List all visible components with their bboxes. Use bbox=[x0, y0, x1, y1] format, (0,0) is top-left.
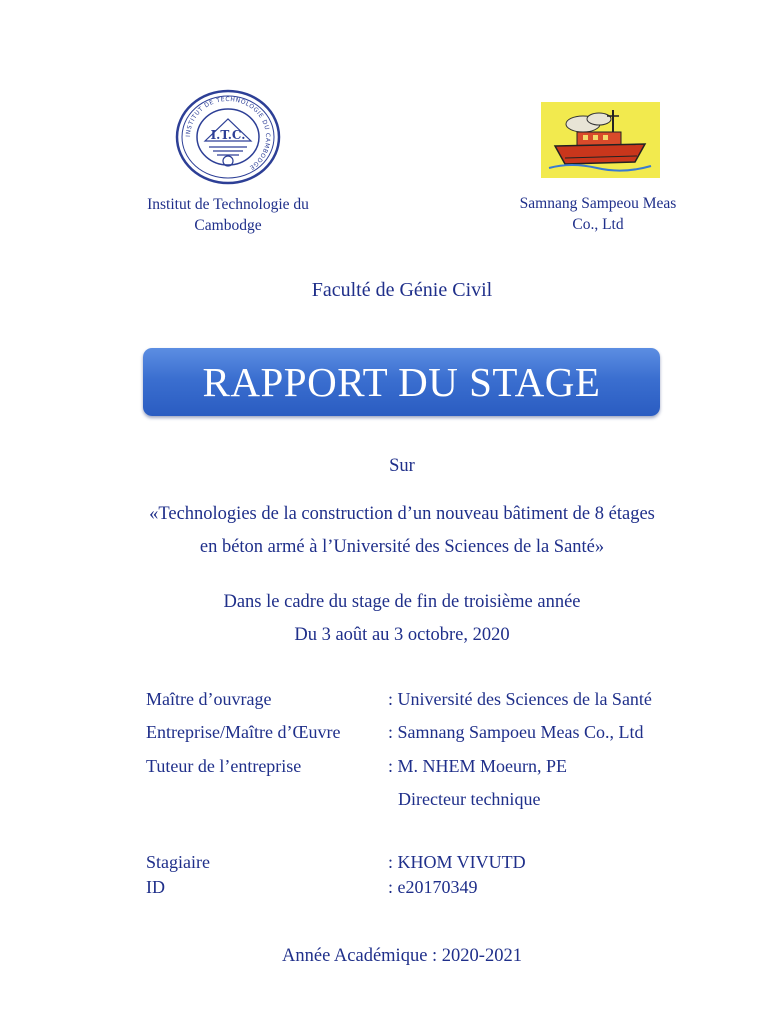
detail-value-tuteur: : M. NHEM Moeurn, PE bbox=[388, 756, 567, 776]
academic-year: Année Académique : 2020-2021 bbox=[282, 946, 522, 966]
institute-name bbox=[100, 194, 356, 236]
student-label: Stagiaire bbox=[146, 852, 210, 872]
detail-value-entreprise: : Samnang Sampoeu Meas Co., Ltd bbox=[388, 722, 644, 742]
company-name bbox=[470, 193, 726, 235]
detail-label-maitre-ouvrage: Maître d’ouvrage bbox=[146, 689, 272, 709]
subject-sur: Sur bbox=[389, 456, 415, 476]
subject-title-line-1: «Technologies de la construction d’un nouveau bâtiment de 8 étages bbox=[149, 504, 655, 524]
ship-logo-icon bbox=[541, 102, 660, 178]
itc-logo-text: I.T.C. bbox=[210, 128, 246, 142]
student-value: : KHOM VIVUTD bbox=[388, 852, 526, 872]
company-name-line-1: Samnang Sampeou Meas bbox=[519, 195, 677, 212]
detail-value-tuteur-role: Directeur technique bbox=[398, 789, 541, 809]
detail-value-maitre-ouvrage: : Université des Sciences de la Santé bbox=[388, 689, 652, 709]
context-line-1: Dans le cadre du stage de fin de troisième année bbox=[223, 592, 581, 612]
detail-label-tuteur: Tuteur de l’entreprise bbox=[146, 756, 302, 776]
report-title: RAPPORT DU STAGE bbox=[202, 359, 601, 405]
context-dates: Du 3 août au 3 octobre, 2020 bbox=[294, 625, 510, 645]
student-id-value: : e20170349 bbox=[388, 877, 478, 897]
institute-name-line-1: Institut de Technologie du bbox=[147, 196, 309, 213]
company-name-line-2: Co., Ltd bbox=[572, 216, 624, 233]
itc-seal-icon bbox=[175, 89, 281, 185]
institute-name-line-2: Cambodge bbox=[194, 217, 262, 234]
faculty-name: Faculté de Génie Civil bbox=[311, 279, 493, 301]
student-id-label: ID bbox=[146, 877, 165, 897]
subject-title-line-2: en béton armé à l’Université des Sciences de la Santé» bbox=[199, 537, 605, 557]
itc-ring-text: INSTITUT DE TECHNOLOGIE DU CAMBODGE bbox=[184, 95, 272, 172]
detail-label-entreprise: Entreprise/Maître d’Œuvre bbox=[146, 722, 341, 742]
